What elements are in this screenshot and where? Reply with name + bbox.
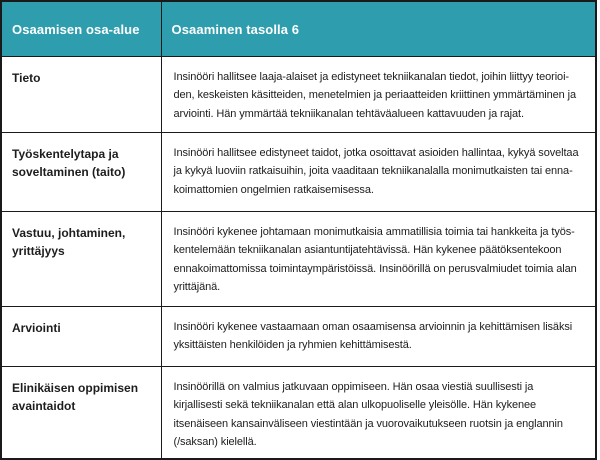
row-label-arviointi: Arviointi (1, 306, 161, 366)
table-row (1, 132, 596, 211)
row-description-tyoskentelytapa: Insinööri hallitsee edistyneet taidot, jotka osoittavat asioiden hallintaa, kykyä soveltaa ja kykyä luoviin ratkaisuihin, joita vaaditaan tekniikanalalla monimutkaisten tai ennakoimattomien ongelmien ratkaisemisessa. (161, 132, 596, 211)
row-description-arviointi: Insinööri kykenee vastaamaan oman osaamisensa arvioinnin ja kehittämisen lisäksi yksittäisten henkilöiden ja ryhmien kehittämisestä. (161, 306, 596, 366)
table-row (1, 211, 596, 306)
row-description-tieto: Insinööri hallitsee laaja-alaiset ja edistyneet tekniikanalan tiedot, joihin liittyy teorioiden, keskeisten käsitteiden, menetelmien ja periaatteiden kriittinen ymmärtäminen ja arviointi. Hän ymmärtää tekniikanalan tehtäväalueen kattavuuden ja rajat. (161, 56, 596, 132)
table-header-row (1, 1, 596, 56)
table-row (1, 56, 596, 132)
row-description-elinikainen-oppiminen: Insinöörillä on valmius jatkuvaan oppimiseen. Hän osaa viestiä suullisesti ja kirjallisesti sekä tekniikanalan että alan ulkopuoliselle yleisölle. Hän kykenee itsenäiseen kansainväliseen viestintään ja vuorovaikutukseen ruotsin ja englannin (/saksan) kielellä. (161, 366, 596, 459)
table-row (1, 366, 596, 459)
row-label-vastuu: Vastuu, johtaminen, yrittäjyys (1, 211, 161, 306)
header-cell-competence-area: Osaamisen osa-alue (1, 1, 161, 56)
row-label-elinikainen-oppiminen: Elinikäisen oppimisen avaintaidot (1, 366, 161, 459)
table-row (1, 306, 596, 366)
header-cell-competence-level: Osaaminen tasolla 6 (161, 1, 596, 56)
row-description-vastuu: Insinööri kykenee johtamaan monimutkaisia ammatillisia toimia tai hankkeita ja työskentelemään tekniikanalan asiantuntijatehtävissä. Hän kykenee päätöksentekoon ennakoimattomissa toimintaympäristöissä. Insinöörillä on perusvalmiudet toimia alan yrittäjänä. (161, 211, 596, 306)
row-label-tieto: Tieto (1, 56, 161, 132)
row-label-tyoskentelytapa: Työskentelytapa ja soveltaminen (taito) (1, 132, 161, 211)
